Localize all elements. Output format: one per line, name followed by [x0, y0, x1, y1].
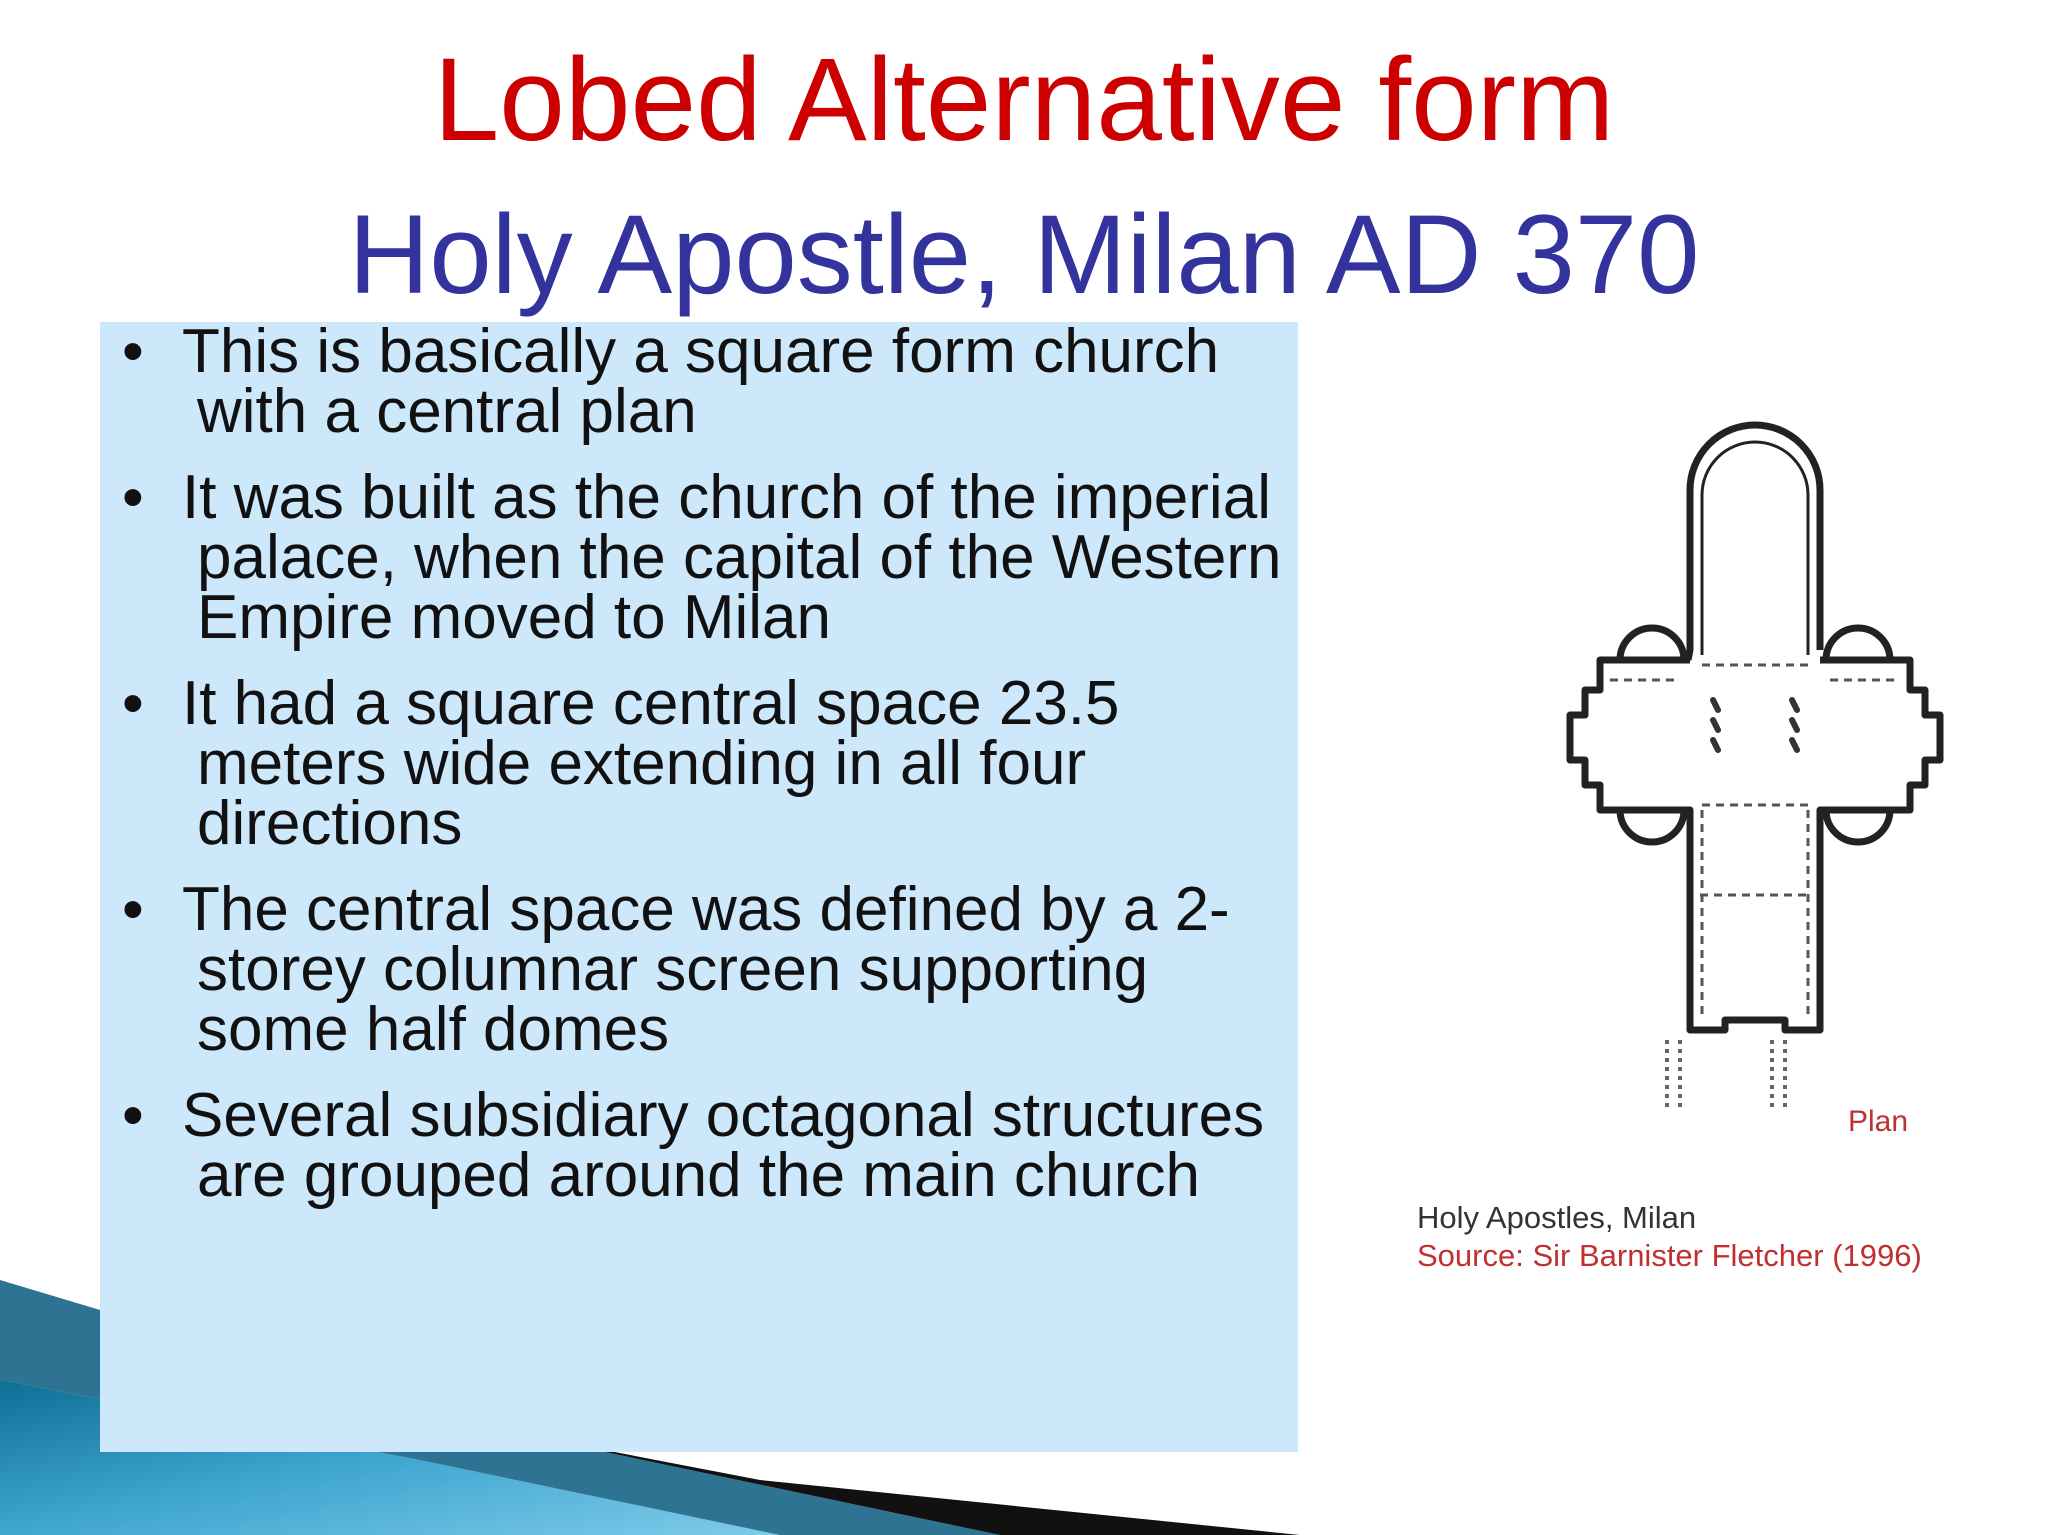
figure-caption-title: Holy Apostles, Milan [1417, 1200, 1697, 1235]
cruciform-plan-drawing [1380, 320, 2000, 1180]
plan-label: Plan [1848, 1105, 1909, 1138]
bullet-item [122, 1081, 1298, 1210]
bullet-icon: • [122, 317, 144, 386]
bullet-icon: • [122, 669, 144, 738]
bullet-text: It had a square central space 23.5 meters wide extending in all four directions [182, 669, 1120, 858]
slide-subtitle: Holy Apostle, Milan AD 370 [348, 192, 1700, 317]
bullet-icon: • [122, 875, 144, 944]
bullet-icon: • [122, 463, 144, 532]
church-plan-figure [1380, 320, 2000, 1320]
bullet-text: Several subsidiary octagonal structures are grouped around the main church [182, 1081, 1265, 1210]
bullet-item [122, 669, 1298, 858]
bullet-item [122, 317, 1298, 446]
bullet-text: This is basically a square form church with a central plan [182, 317, 1220, 446]
bullet-list [122, 317, 1298, 1210]
slide-title: Lobed Alternative form [433, 34, 1615, 166]
bullet-text: It was built as the church of the imperial palace, when the capital of the Western Empire moved to Milan [182, 463, 1282, 652]
bullet-item [122, 463, 1298, 652]
bullet-text: The central space was defined by a 2-storey columnar screen supporting some half domes [182, 875, 1230, 1064]
figure-caption-source: Source: Sir Barnister Fletcher (1996) [1417, 1238, 1922, 1273]
bullet-item [122, 875, 1298, 1064]
text-panel [100, 317, 1298, 1452]
bullet-icon: • [122, 1081, 144, 1150]
